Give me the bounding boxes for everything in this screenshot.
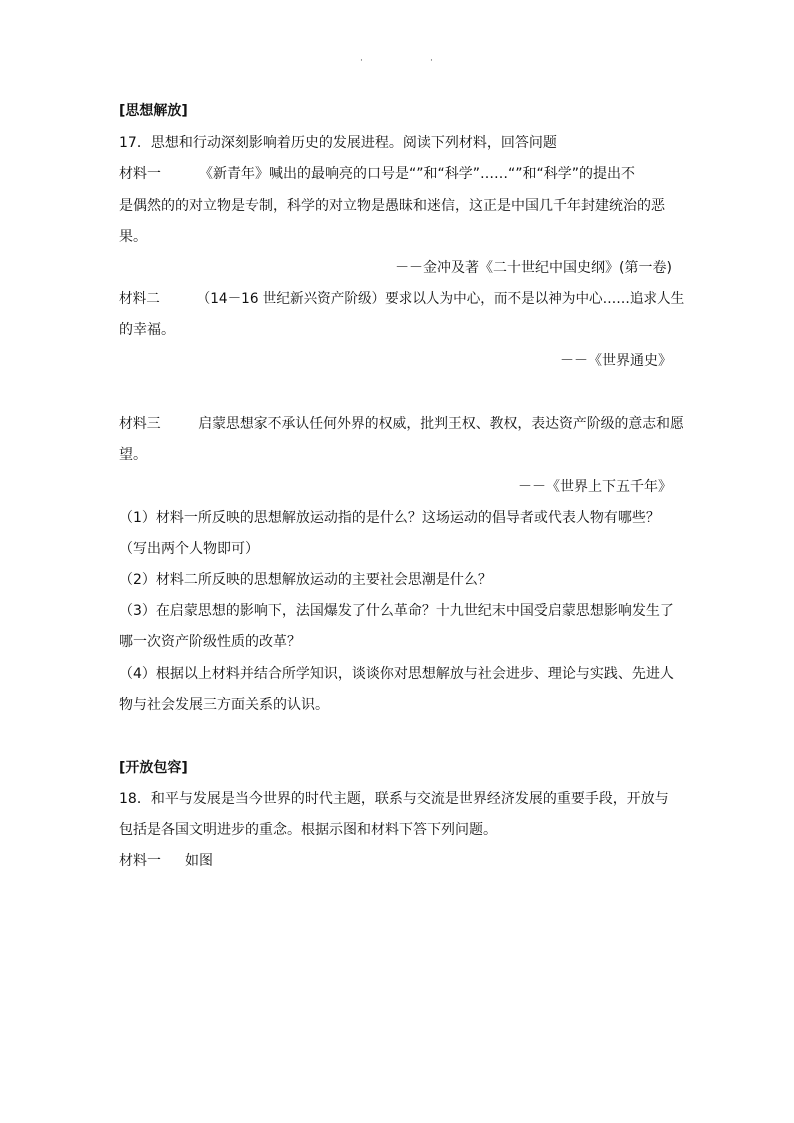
question-4-line-1: （4）根据以上材料并结合所学知识，谈谈你对思想解放与社会进步、理论与实践、先进人 bbox=[119, 666, 674, 682]
material-3-label: 材料三 bbox=[119, 416, 161, 432]
question-1-line-2: （写出两个人物即可） bbox=[119, 541, 259, 557]
material-3-text-1: 启蒙思想家不承认任何外界的权威，批判王权、教权，表达资产阶级的意志和愿 bbox=[198, 416, 684, 432]
section-heading-thought-liberation: [思想解放] bbox=[119, 103, 188, 119]
material-3-line-1 bbox=[119, 414, 684, 434]
material-1-line-3: 果。 bbox=[119, 229, 147, 245]
material-2-label: 材料二 bbox=[119, 291, 160, 307]
material-1-text-1: 《新青年》喊出的最响亮的口号是“”和“科学”……“”和“科学”的提出不 bbox=[199, 166, 636, 182]
question-1-line-1: （1）材料一所反映的思想解放运动指的是什么？这场运动的倡导者或代表人物有哪些？ bbox=[119, 510, 660, 526]
material-3-line-2: 望。 bbox=[119, 447, 147, 463]
question-18-line-1: 18．和平与发展是当今世界的时代主题，联系与交流是世界经济发展的重要手段，开放与 bbox=[119, 791, 669, 807]
section-heading-openness: [开放包容] bbox=[119, 760, 188, 776]
header-dot-left: · bbox=[360, 56, 363, 66]
material-2-line-1 bbox=[119, 289, 684, 309]
material-1-label: 材料一 bbox=[119, 166, 161, 182]
question-2: （2）材料二所反映的思想解放运动的主要社会思潮是什么？ bbox=[119, 572, 492, 588]
question-3-line-2: 哪一次资产阶级性质的改革？ bbox=[119, 634, 301, 650]
question-3-line-1: （3）在启蒙思想的影响下，法国爆发了什么革命？十九世纪末中国受启蒙思想影响发生了 bbox=[119, 603, 674, 619]
q18-material-1-line bbox=[119, 851, 213, 871]
material-2-source: －－《世界通史》 bbox=[560, 353, 672, 369]
header-dot-right: · bbox=[430, 56, 433, 66]
question-17-intro: 17．思想和行动深刻影响着历史的发展进程。阅读下列材料，回答问题 bbox=[119, 135, 557, 151]
question-18-line-2: 包括是各国文明进步的重念。根据示图和材料下答下列问题。 bbox=[119, 822, 497, 838]
q18-material-1-text: 如图 bbox=[185, 853, 213, 869]
material-1-source: －－金冲及著《二十世纪中国史纲》(第一卷) bbox=[395, 260, 672, 276]
material-1-line-1 bbox=[119, 164, 635, 184]
material-3-source: －－《世界上下五千年》 bbox=[518, 479, 672, 495]
material-1-line-2: 是偶然的的对立物是专制，科学的对立物是愚昧和迷信，这正是中国几千年封建统治的恶 bbox=[119, 198, 665, 214]
material-2-line-2: 的幸福。 bbox=[119, 322, 175, 338]
q18-material-1-label: 材料一 bbox=[119, 853, 161, 869]
question-4-line-2: 物与社会发展三方面关系的认识。 bbox=[119, 697, 329, 713]
material-2-text-1: （14－16 世纪新兴资产阶级）要求以人为中心，而不是以神为中心……追求人生 bbox=[196, 291, 685, 307]
